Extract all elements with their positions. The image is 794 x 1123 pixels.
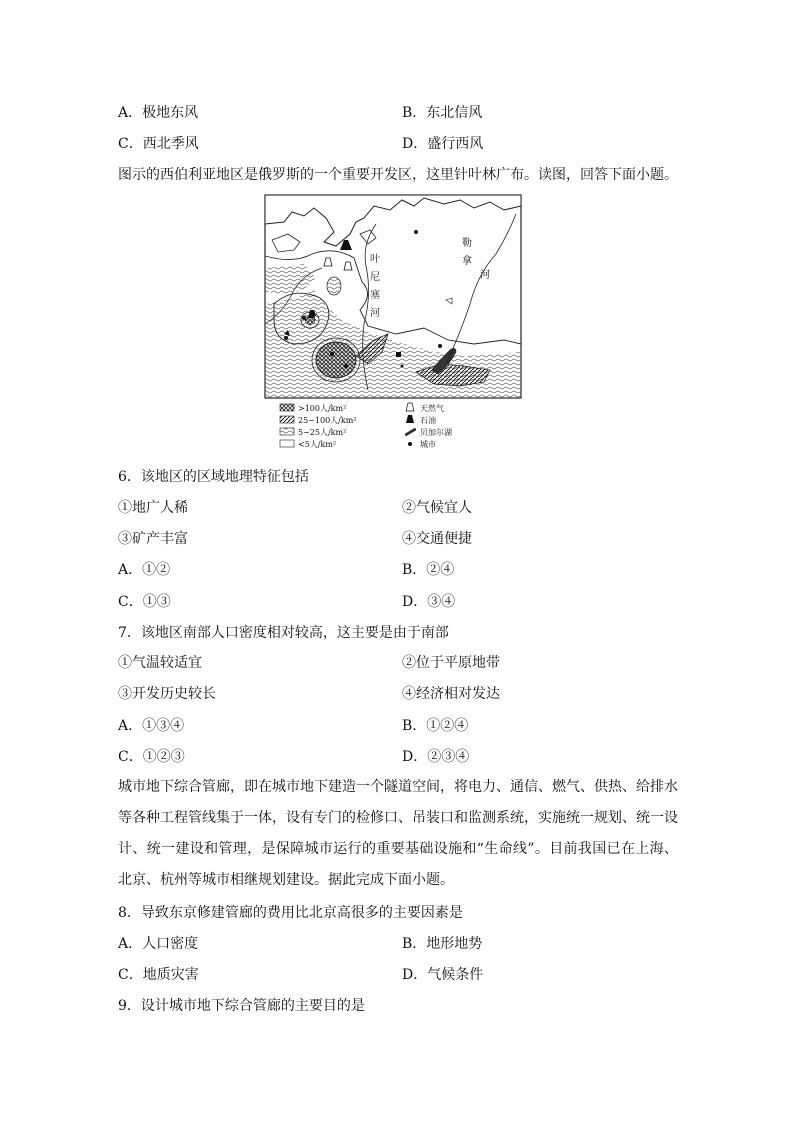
q7-statement-2: ②位于平原地带 [402, 655, 500, 671]
q7-option-c: C．①②③ [118, 749, 185, 765]
q6-option-c: C．①③ [118, 594, 171, 610]
legend-city: 城市 [420, 440, 436, 449]
lake-baikal-icon [405, 428, 416, 436]
q7-option-a: A．①③④ [118, 718, 185, 734]
map-legend [280, 403, 452, 449]
density-over-100-zone [316, 342, 356, 378]
option-c: C．西北季风 [118, 136, 199, 152]
lena-label-1: 勒 [462, 238, 472, 249]
q6-statement-3: ③矿产丰富 [118, 531, 188, 547]
q6-option-b: B．②④ [402, 562, 455, 578]
intro-utility-tunnel: 城市地下综合管廊，即在城市地下建造一个隧道空间，将电力、通信、燃气、供热、给排水等各种工程管线集于一体，设有专门的检修口、吊装口和监测系统，实施统一规划、统一设计、统一建设和管理，是保障城市运行的重要基础设施和“生命线”。目前我国已在上海、北京、杭州等城市相继规划建设。据此完成下面小题。 [118, 779, 678, 888]
legend-lake-baikal: 贝加尔湖 [420, 428, 452, 437]
q7-option-d: D．②③④ [402, 749, 470, 765]
q6-statement-4: ④交通便捷 [402, 531, 472, 547]
option-b: B．东北信风 [402, 105, 483, 121]
option-a: A．极地东风 [118, 105, 199, 121]
yenisei-label-3: 塞 [370, 290, 380, 301]
city-dot [438, 344, 442, 348]
legend-density-25-100: 25~100人/km² [298, 416, 357, 425]
city-dot [284, 336, 288, 340]
q8-option-c: C．地质灾害 [118, 967, 199, 983]
legend-density-under-5: <5人/km² [298, 440, 337, 449]
intro-siberia: 图示的西伯利亚地区是俄罗斯的一个重要开发区，这里针叶林广布。读图，回答下面小题。 [118, 167, 678, 183]
city-icon [408, 442, 412, 446]
q6-option-a: A．①② [118, 562, 171, 578]
legend-natural-gas: 天然气 [420, 404, 444, 413]
natural-gas-icon [406, 403, 414, 411]
city-dot [302, 316, 306, 320]
q6-statement-1: ①地广人稀 [118, 500, 188, 516]
legend-oil: 石油 [420, 416, 436, 425]
q9-stem: 9．设计城市地下综合管廊的主要目的是 [118, 998, 365, 1014]
city-dot [414, 230, 418, 234]
q6-statement-2: ②气候宜人 [402, 500, 472, 516]
q8-option-a: A．人口密度 [118, 936, 199, 952]
q7-statement-4: ④经济相对发达 [402, 686, 500, 702]
city-dot [396, 352, 401, 357]
q7-statement-1: ①气温较适宜 [118, 655, 202, 671]
yenisei-label-2: 尼 [370, 272, 380, 283]
q7-option-b: B．①②④ [402, 718, 469, 734]
city-dot [344, 364, 348, 368]
q8-stem: 8．导致东京修建管廊的费用比北京高很多的主要因素是 [118, 905, 463, 921]
q6-option-d: D．③④ [402, 594, 456, 610]
siberia-map [264, 194, 522, 456]
legend-density-over-100: >100人/km² [298, 404, 347, 413]
yenisei-label-4: 河 [370, 308, 380, 319]
city-dot [401, 365, 404, 368]
q6-stem: 6．该地区的区域地理特征包括 [118, 469, 309, 485]
lena-label-3: 河 [480, 270, 490, 281]
q7-statement-3: ③开发历史较长 [118, 686, 216, 702]
q8-option-d: D．气候条件 [402, 967, 484, 983]
oil-icon [406, 415, 414, 423]
q7-stem: 7．该地区南部人口密度相对较高，这主要是由于南部 [118, 625, 449, 641]
q8-option-b: B．地形地势 [402, 936, 483, 952]
yenisei-label-1: 叶 [370, 254, 380, 265]
city-dot [330, 352, 334, 356]
option-d: D．盛行西风 [402, 136, 484, 152]
legend-density-5-25: 5~25人/km² [298, 428, 347, 437]
lena-label-2: 拿 [462, 256, 472, 267]
